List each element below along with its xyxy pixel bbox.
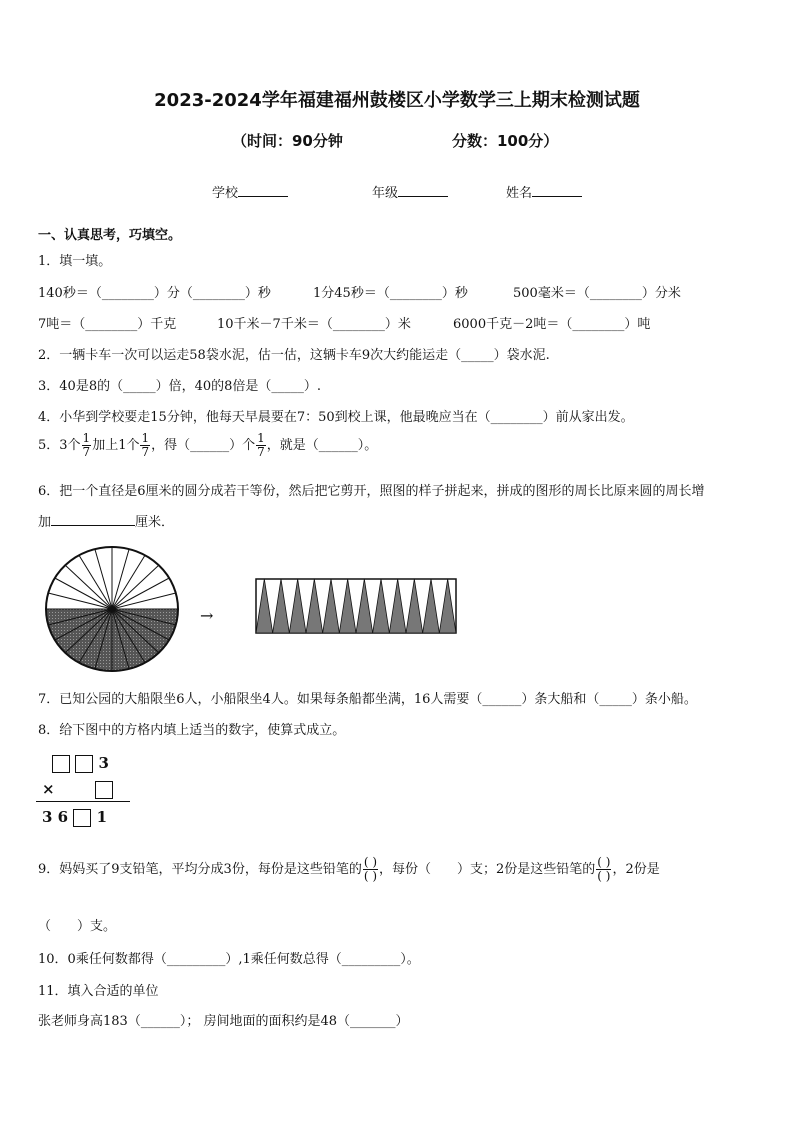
q5: 5．3个 $\frac{1}{7}$ 加上1个 $\frac{1}{7}$ ，得（______）个 $\frac{1}{7}$ ，就是（______）。 [38,431,378,459]
grade-field: 年级 [372,182,448,201]
sector-ray [112,593,176,609]
sector-ray [112,549,129,609]
q11-line: 张老师身高183（______）； 房间地面的面积约是48（_______） [38,1014,409,1029]
puzzle-row-2: × [42,780,113,799]
school-field: 学校 [212,182,288,201]
q10: 10．0乘任何数都得（_________）,1乘任何数总得（_________）。 [38,952,420,967]
exam-time: （时间：90分钟 [232,132,343,150]
q1-b: 1分45秒＝（________）秒 [313,286,468,301]
puzzle-result: 3 6 1 [42,808,108,826]
q8: 8．给下图中的方格内填上适当的数字，使算式成立。 [38,723,346,738]
sector-ray [95,549,112,609]
page-title: 2023-2024学年福建福州鼓楼区小学数学三上期末检测试题 [154,90,640,111]
q9: 9．妈妈买了9支铅笔，平均分成3份，每份是这些铅笔的 $\frac{( )}{( )}$ ，每份（ ）支；2份是这些铅笔的 $\frac{( )}{( )}$ ，2份是 [38,855,660,883]
blank-box [52,755,70,773]
fraction-blank: $\frac{( )}{( )}$ [363,855,378,883]
exam-score: 分数：100分） [452,132,559,150]
rearranged-strip-diagram [254,576,460,636]
blank-box [75,755,93,773]
q1-d: 7吨＝（________）千克 [38,317,177,332]
q6-line1: 6．把一个直径是6厘米的圆分成若干等份，然后把它剪开，照图的样子拼起来，拼成的图形的周长比原来圆的周长增 [38,484,705,499]
fraction-one-seventh: $\frac{1}{7}$ [82,431,91,459]
blank-box [95,781,113,799]
sector-ray [48,593,112,609]
blank-box [73,809,91,827]
q1-f: 6000千克－2吨＝（________）吨 [453,317,651,332]
q1-a: 140秒＝（________）分（________）秒 [38,286,271,301]
q1-head: 1．填一填。 [38,254,112,269]
q4: 4．小华到学校要走15分钟，他每天早晨要在7：50到校上课，他最晚应当在（________）前从家出发。 [38,410,634,425]
q7: 7．已知公园的大船限坐6人，小船限坐4人。如果每条船都坐满，16人需要（______）条大船和（_____）条小船。 [38,692,697,707]
q9-line2: （ ）支。 [38,919,117,934]
q3: 3．40是8的（_____）倍，40的8倍是（_____）. [38,379,322,394]
q2: 2．一辆卡车一次可以运走58袋水泥，估一估，这辆卡车9次大约能运走（_____）袋水泥. [38,348,550,363]
puzzle-rule [36,801,130,802]
q1-e: 10千米－7千米＝（________）米 [217,317,411,332]
name-field: 姓名 [506,182,582,201]
q1-c: 500毫米＝（________）分米 [513,286,681,301]
arrow-icon: → [200,606,214,625]
q11-head: 11．填入合适的单位 [38,984,159,999]
q6-line2: 加 厘米． [38,515,175,530]
section-heading: 一、认真思考，巧填空。 [38,228,182,243]
puzzle-row-1: 3 [52,754,109,773]
circle-sectors-diagram [42,545,182,673]
